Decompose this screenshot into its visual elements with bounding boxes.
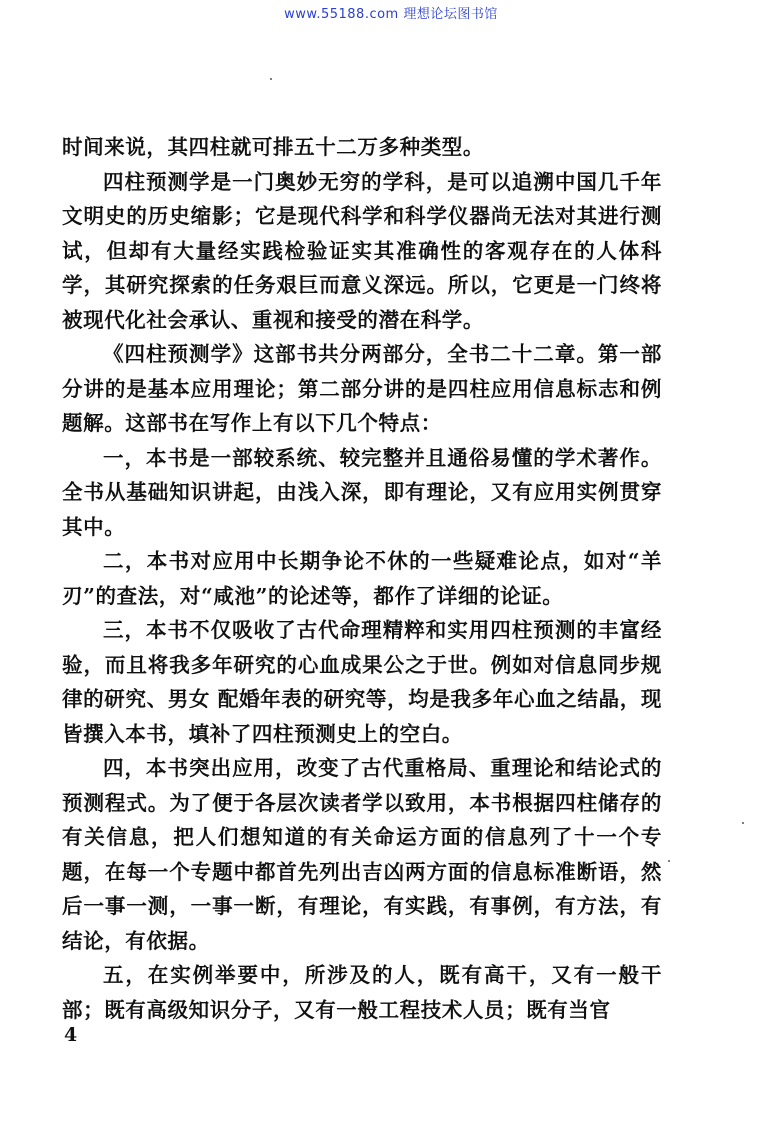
body-text	[62, 130, 662, 1027]
paragraph: 四柱预测学是一门奥妙无穷的学科，是可以追溯中国几千年文明史的历史缩影；它是现代科学和科学仪器尚无法对其进行测试，但却有大量经实践检验证实其准确性的客观存在的人体科学，其研究探索的任务艰巨而意义深远。所以，它更是一门终将被现代化社会承认、重视和接受的潜在科学。	[62, 169, 662, 332]
paragraph: 二，本书对应用中长期争论不休的一些疑难论点，如对“羊刃”的查法，对“咸池”的论述等，都作了详细的论证。	[62, 549, 662, 608]
paragraph: 三，本书不仅吸收了古代命理精粹和实用四柱预测的丰富经验，而且将我多年研究的心血成果公之于世。例如对信息同步规律的研究、男女 配婚年表的研究等，均是我多年心血之结晶，现皆撰入本书，填补了四柱预测史上的空白。	[62, 618, 662, 746]
paragraph: 四，本书突出应用，改变了古代重格局、重理论和结论式的预测程式。为了便于各层次读者学以致用，本书根据四柱储存的有关信息，把人们想知道的有关命运方面的信息列了十一个专题，在每一个专题中都首先列出吉凶两方面的信息标准断语，然后一事一测，一事一断，有理论，有实践，有事例，有方法，有结论，有依据。	[62, 756, 662, 953]
page-number: 4	[64, 1024, 78, 1046]
watermark-url[interactable]: www.55188.com 理想论坛图书馆	[284, 7, 498, 22]
scan-speck	[742, 822, 744, 824]
scan-speck	[668, 860, 670, 862]
paragraph: 一，本书是一部较系统、较完整并且通俗易懂的学术著作。全书从基础知识讲起，由浅入深，即有理论，又有应用实例贯穿其中。	[62, 445, 662, 539]
scan-speck	[270, 78, 272, 80]
paragraph: 五，在实例举要中，所涉及的人，既有高干，又有一般干部；既有高级知识分子，又有一般工程技术人员；既有当官	[62, 963, 662, 1022]
paragraph: 《四柱预测学》这部书共分两部分，全书二十二章。第一部分讲的是基本应用理论；第二部分讲的是四柱应用信息标志和例题解。这部书在写作上有以下几个特点：	[62, 342, 662, 435]
paragraph: 时间来说，其四柱就可排五十二万多种类型。	[62, 135, 484, 159]
